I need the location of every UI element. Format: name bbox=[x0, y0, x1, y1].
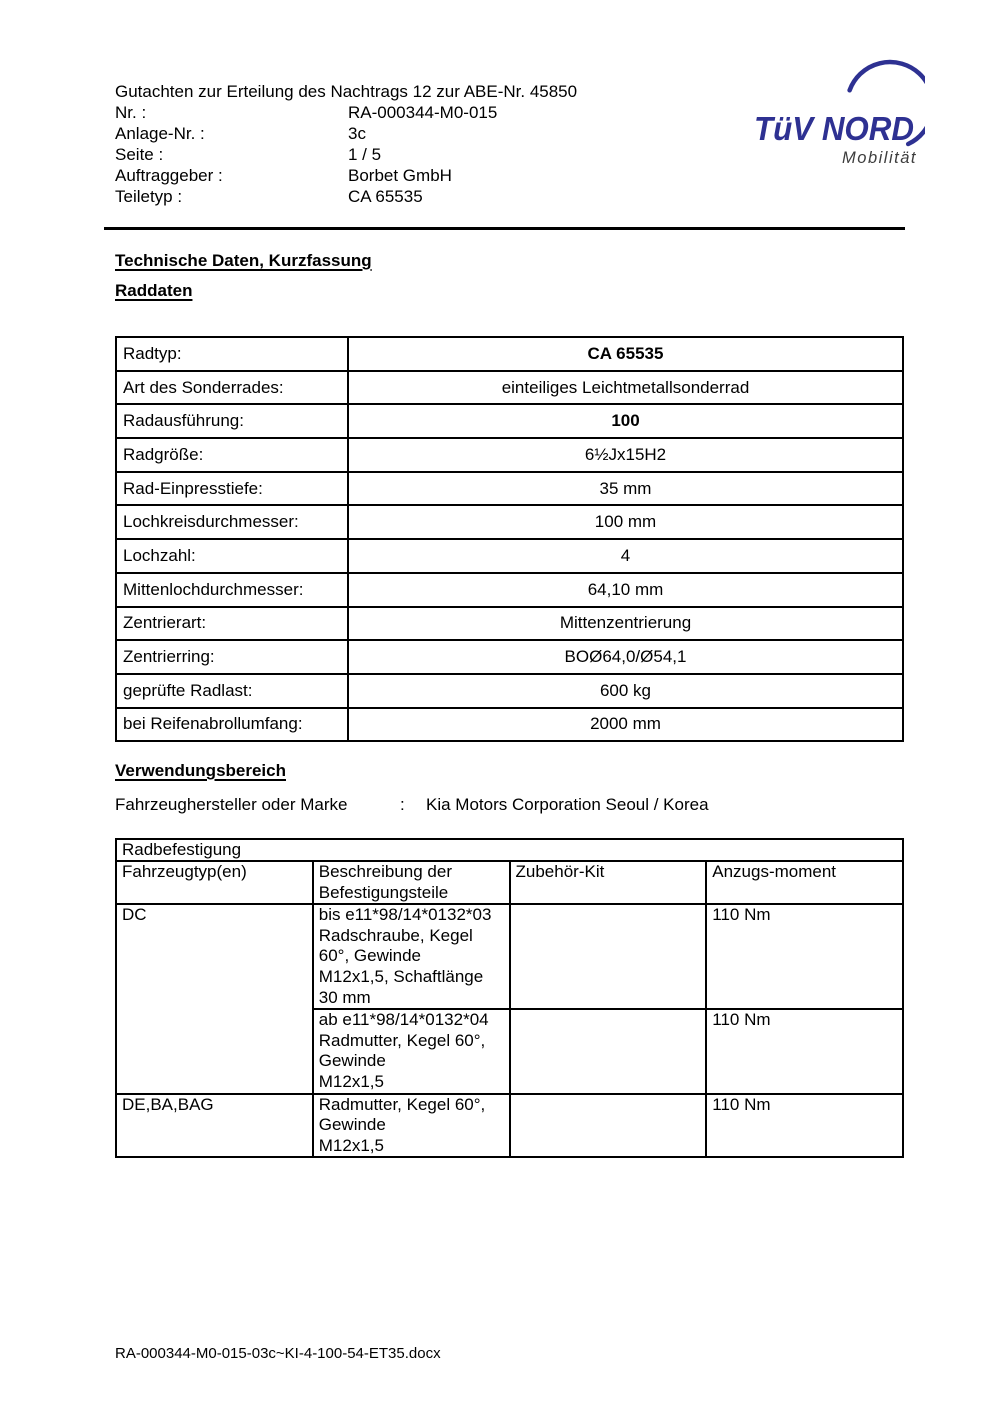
vehicle-manufacturer-line bbox=[115, 795, 709, 815]
cell-beschreibung bbox=[313, 904, 510, 1009]
header-field-teiletyp bbox=[115, 186, 577, 207]
cell-fahrzeugtyp: DC bbox=[116, 904, 313, 1093]
desc-line: M12x1,5 bbox=[318, 1071, 384, 1091]
column-header-zubehoer-kit: Zubehör-Kit bbox=[510, 861, 707, 904]
cell-beschreibung bbox=[313, 1009, 510, 1093]
field-label: Teiletyp : bbox=[115, 187, 183, 206]
vehicle-manufacturer-value: Kia Motors Corporation Seoul / Korea bbox=[426, 795, 709, 814]
desc-line: M12x1,5, Schaftlänge 30 mm bbox=[318, 966, 484, 1007]
footer-filename: RA-000344-M0-015-03c~KI-4-100-54-ET35.docx bbox=[115, 1345, 441, 1362]
field-label: Anlage-Nr. : bbox=[115, 124, 205, 143]
table-row bbox=[116, 472, 903, 506]
cell-zubehoer-kit bbox=[510, 1009, 707, 1093]
section-heading-verwendungsbereich: Verwendungsbereich bbox=[115, 761, 286, 780]
header-divider bbox=[104, 227, 905, 230]
row-label: bei Reifenabrollumfang: bbox=[116, 708, 348, 742]
tuv-nord-logo bbox=[743, 50, 925, 175]
row-label: geprüfte Radlast: bbox=[116, 674, 348, 708]
table-row bbox=[116, 904, 903, 1009]
table-row bbox=[116, 539, 903, 573]
table-row bbox=[116, 640, 903, 674]
section-heading-technische-daten: Technische Daten, Kurzfassung bbox=[115, 251, 372, 270]
row-value: 100 mm bbox=[348, 505, 903, 539]
header-field-anlage bbox=[115, 123, 577, 144]
row-label: Radtyp: bbox=[116, 337, 348, 371]
table-caption-row bbox=[116, 839, 903, 861]
desc-line: Radschraube, Kegel 60°, Gewinde bbox=[318, 925, 473, 966]
table-row bbox=[116, 337, 903, 371]
row-label: Zentrierring: bbox=[116, 640, 348, 674]
desc-line: Radmutter, Kegel 60°, Gewinde bbox=[318, 1094, 486, 1135]
cell-fahrzeugtyp: DE,BA,BAG bbox=[116, 1094, 313, 1158]
table-header-row bbox=[116, 861, 903, 904]
header-field-seite bbox=[115, 144, 577, 165]
header-field-nr bbox=[115, 102, 577, 123]
desc-line: Radmutter, Kegel 60°, Gewinde bbox=[318, 1030, 486, 1071]
field-label: Auftraggeber : bbox=[115, 166, 223, 185]
table-row bbox=[116, 708, 903, 742]
row-value: 2000 mm bbox=[348, 708, 903, 742]
row-value: 600 kg bbox=[348, 674, 903, 708]
row-value: 100 bbox=[348, 404, 903, 438]
field-value: CA 65535 bbox=[348, 187, 423, 206]
row-value: 64,10 mm bbox=[348, 573, 903, 607]
cell-beschreibung bbox=[313, 1094, 510, 1158]
row-label: Lochkreisdurchmesser: bbox=[116, 505, 348, 539]
section-heading-raddaten: Raddaten bbox=[115, 281, 193, 300]
field-value: Borbet GmbH bbox=[348, 166, 452, 185]
row-label: Lochzahl: bbox=[116, 539, 348, 573]
column-header-beschreibung: Beschreibung der Befestigungsteile bbox=[313, 861, 510, 904]
row-label: Radausführung: bbox=[116, 404, 348, 438]
column-header-anzugsmoment: Anzugs-moment bbox=[706, 861, 903, 904]
table-row bbox=[116, 1094, 903, 1158]
field-label: Nr. : bbox=[115, 103, 147, 122]
cell-anzugsmoment: 110 Nm bbox=[706, 1009, 903, 1093]
logo-tagline: Mobilität bbox=[842, 149, 917, 167]
row-value: BOØ64,0/Ø54,1 bbox=[348, 640, 903, 674]
table-row bbox=[116, 505, 903, 539]
row-label: Radgröße: bbox=[116, 438, 348, 472]
field-value: RA-000344-M0-015 bbox=[348, 103, 498, 122]
cell-anzugsmoment: 110 Nm bbox=[706, 904, 903, 1009]
table-row bbox=[116, 674, 903, 708]
row-value: einteiliges Leichtmetallsonderrad bbox=[348, 371, 903, 405]
colon-separator: : bbox=[400, 795, 405, 814]
column-header-fahrzeugtyp: Fahrzeugtyp(en) bbox=[116, 861, 313, 904]
row-value: Mittenzentrierung bbox=[348, 607, 903, 641]
desc-line: bis e11*98/14*0132*03 bbox=[318, 905, 492, 925]
field-value: 3c bbox=[348, 124, 366, 143]
row-value: 4 bbox=[348, 539, 903, 573]
desc-line: ab e11*98/14*0132*04 bbox=[318, 1010, 489, 1030]
cell-zubehoer-kit bbox=[510, 1094, 707, 1158]
table-row bbox=[116, 404, 903, 438]
table-row bbox=[116, 438, 903, 472]
row-label: Zentrierart: bbox=[116, 607, 348, 641]
table-row bbox=[116, 607, 903, 641]
desc-line: M12x1,5 bbox=[318, 1135, 384, 1155]
row-label: Mittenlochdurchmesser: bbox=[116, 573, 348, 607]
radbefestigung-table bbox=[115, 838, 904, 1158]
document-title: Gutachten zur Erteilung des Nachtrags 12 zur ABE-Nr. 45850 bbox=[115, 82, 578, 101]
vehicle-manufacturer-label: Fahrzeughersteller oder Marke bbox=[115, 795, 348, 814]
cell-anzugsmoment: 110 Nm bbox=[706, 1094, 903, 1158]
field-label: Seite : bbox=[115, 145, 164, 164]
row-label: Art des Sonderrades: bbox=[116, 371, 348, 405]
table-row bbox=[116, 573, 903, 607]
raddaten-table bbox=[115, 336, 904, 742]
table-row bbox=[116, 371, 903, 405]
row-value: 6½Jx15H2 bbox=[348, 438, 903, 472]
cell-zubehoer-kit bbox=[510, 904, 707, 1009]
row-value: CA 65535 bbox=[348, 337, 903, 371]
table-caption: Radbefestigung bbox=[116, 839, 903, 861]
logo-brand-text: TüV NORD bbox=[754, 110, 914, 147]
header-field-auftraggeber bbox=[115, 165, 577, 186]
row-value: 35 mm bbox=[348, 472, 903, 506]
field-value: 1 / 5 bbox=[348, 145, 382, 164]
row-label: Rad-Einpresstiefe: bbox=[116, 472, 348, 506]
document-header bbox=[115, 81, 577, 207]
